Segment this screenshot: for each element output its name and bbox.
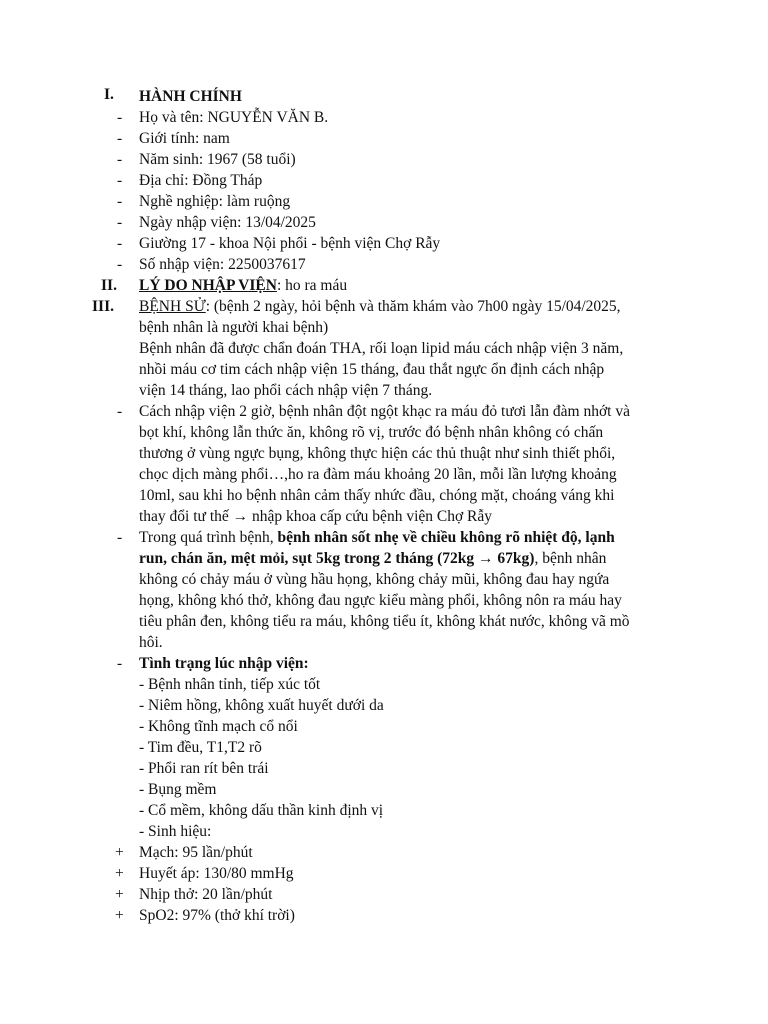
text-run: Trong quá trình bệnh, [139,529,278,546]
vital-item: Mạch: 95 lần/phút [139,844,253,861]
section-number: II. [101,277,117,294]
text-line: Cách nhập viện 2 giờ, bệnh nhân đột ngột khạc ra máu đỏ tươi lẫn đàm nhớt và [139,403,630,420]
text-line: 10ml, sau khi ho bệnh nhân cảm thấy nhức đầu, chóng mặt, choáng váng khi [139,487,615,504]
status-item: - Sinh hiệu: [139,823,212,840]
status-item: - Phổi ran rít bên trái [139,760,269,777]
text-line: bệnh nhân là người khai bệnh) [139,319,329,336]
list-item: Năm sinh: 1967 (58 tuổi) [139,151,296,168]
text-line: tiêu phân đen, không tiểu ra máu, không tiểu ít, không khát nước, không vã mồ [139,613,630,630]
text-line: không có chảy máu ở vùng hầu họng, không chảy mũi, không đau hay ngứa [139,571,610,588]
list-plus: + [115,865,124,882]
section-number: III. [92,298,114,315]
bold-text-run: bệnh nhân sốt nhẹ về chiều không rõ nhiệt độ, lạnh [277,529,615,546]
text-line: hôi. [139,634,163,651]
status-title: Tình trạng lúc nhập viện: [139,655,309,672]
list-item: Địa chỉ: Đồng Tháp [139,172,263,189]
text-line: họng, không khó thở, không đau ngực kiểu màng phổi, không nôn ra máu hay [139,592,622,609]
list-dash: - [117,193,123,210]
list-dash: - [117,109,123,126]
list-dash: - [117,214,123,231]
text-line: bọt khí, không lẫn thức ăn, không rõ vị, trước đó bệnh nhân không có chấn [139,424,604,441]
list-plus: + [115,907,124,924]
text-line [139,548,606,569]
status-item: - Bụng mềm [139,781,217,798]
list-dash: - [117,235,123,252]
list-plus: + [115,886,124,903]
list-dash: - [117,256,123,273]
section-title: HÀNH CHÍNH [139,88,242,105]
list-item: Giường 17 - khoa Nội phổi - bệnh viện Chợ Rẫy [139,235,441,252]
text-line: Bệnh nhân đã được chẩn đoán THA, rối loạn lipid máu cách nhập viện 3 năm, [139,340,624,357]
list-dash: - [117,655,123,672]
text-line: nhồi máu cơ tim cách nhập viện 15 tháng, đau thắt ngực ổn định cách nhập [139,361,605,378]
section-number: I. [104,86,114,103]
status-item: - Không tĩnh mạch cổ nổi [139,718,298,735]
text-line [139,527,615,548]
section-line [139,296,621,317]
section-text: : (bệnh 2 ngày, hỏi bệnh và thăm khám vào 7h00 ngày 15/04/2025, [205,298,621,315]
list-dash: - [117,172,123,189]
section-title: LÝ DO NHẬP VIỆN [139,277,277,294]
status-item: - Tim đều, T1,T2 rõ [139,739,262,756]
status-item: - Cổ mềm, không dấu thần kinh định vị [139,802,384,819]
text-line: thay đổi tư thế → nhập khoa cấp cứu bệnh viện Chợ Rẫy [139,508,493,525]
section-text: : ho ra máu [276,277,348,294]
text-line: viện 14 tháng, lao phổi cách nhập viện 7 tháng. [139,382,433,399]
vital-item: Huyết áp: 130/80 mmHg [139,865,294,882]
list-item: Giới tính: nam [139,130,230,147]
vital-item: SpO2: 97% (thở khí trời) [139,907,295,924]
text-line: thương ở vùng ngực bụng, không thực hiện các thủ thuật như sinh thiết phổi, [139,445,616,462]
list-item: Nghề nghiệp: làm ruộng [139,193,291,210]
status-item: - Bệnh nhân tỉnh, tiếp xúc tốt [139,676,321,693]
vital-item: Nhịp thở: 20 lần/phút [139,886,273,903]
bold-text-run: run, chán ăn, mệt mỏi, sụt 5kg trong 2 tháng (72kg → 67kg) [139,550,535,567]
list-plus: + [115,844,124,861]
text-line: chọc dịch màng phổi…,ho ra đàm máu khoảng 20 lần, mỗi lần lượng khoảng [139,466,617,483]
list-dash: - [117,403,123,420]
list-item: Số nhập viện: 2250037617 [139,256,306,273]
list-dash: - [117,130,123,147]
section-title: BỆNH SỬ [139,298,206,315]
list-dash: - [117,529,123,546]
list-item: Ngày nhập viện: 13/04/2025 [139,214,316,231]
list-dash: - [117,151,123,168]
text-run: , bệnh nhân [534,550,607,567]
status-item: - Niêm hồng, không xuất huyết dưới da [139,697,384,714]
section-line [139,275,347,296]
list-item: Họ và tên: NGUYỄN VĂN B. [139,109,329,126]
